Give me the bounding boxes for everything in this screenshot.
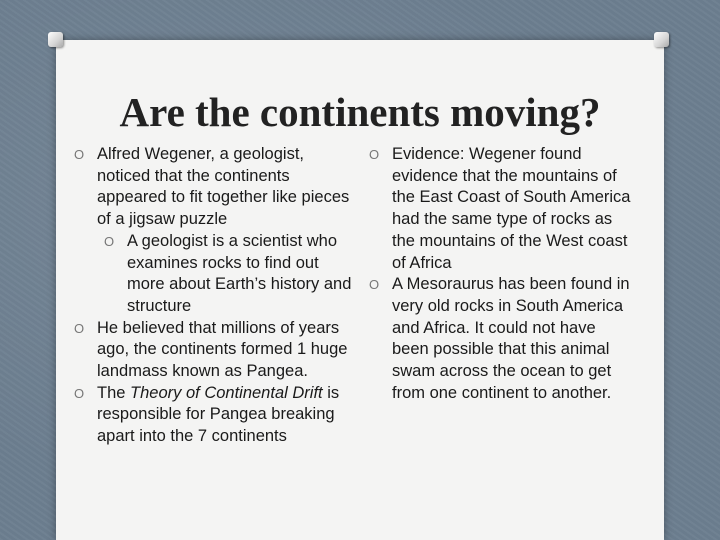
left-column bbox=[74, 144, 356, 448]
bullet-text: Alfred Wegener, a geologist, noticed that the continents appeared to fit together like pieces of a jigsaw puzzle bbox=[97, 145, 350, 229]
slide-title: Are the continents moving? bbox=[119, 89, 601, 135]
pushpin-icon bbox=[654, 32, 669, 47]
bullet-text-prefix: The bbox=[97, 383, 131, 402]
bullet-text: A geologist is a scientist who examines rocks to find out more about Earth’s history and structure bbox=[127, 231, 352, 315]
pushpin-icon bbox=[48, 32, 63, 47]
bullet-text-suffix: is responsible for Pangea breaking apart into the 7 continents bbox=[97, 383, 340, 446]
bullet-text-emphasis: Theory of Continental Drift bbox=[130, 383, 323, 402]
bullet-icon: O bbox=[369, 147, 380, 162]
bullet-text: A Mesoraurus has been found in very old rocks in South America and Africa. It could not have been possible that this animal swam across the ocean to get from one continent to another. bbox=[392, 275, 630, 402]
bullet-icon: O bbox=[74, 147, 85, 162]
sub-bullet-item bbox=[104, 231, 356, 318]
bullet-text: He believed that millions of years ago, the continents formed 1 huge landmass known as Pangea. bbox=[97, 318, 348, 381]
bullet-icon: O bbox=[369, 277, 380, 293]
bullet-item bbox=[74, 383, 356, 448]
bullet-text: Evidence: Wegener found evidence that the mountains of the East Coast of South America had the same type of rocks as the mountains of the West coast of Africa bbox=[392, 145, 631, 272]
bullet-icon: O bbox=[104, 233, 115, 249]
bullet-item bbox=[369, 144, 631, 274]
bullet-icon: O bbox=[74, 385, 85, 401]
bullet-icon: O bbox=[74, 320, 85, 336]
right-column bbox=[369, 144, 631, 404]
bullet-item bbox=[369, 274, 631, 404]
bullet-item bbox=[74, 144, 356, 231]
bullet-item bbox=[74, 318, 356, 383]
